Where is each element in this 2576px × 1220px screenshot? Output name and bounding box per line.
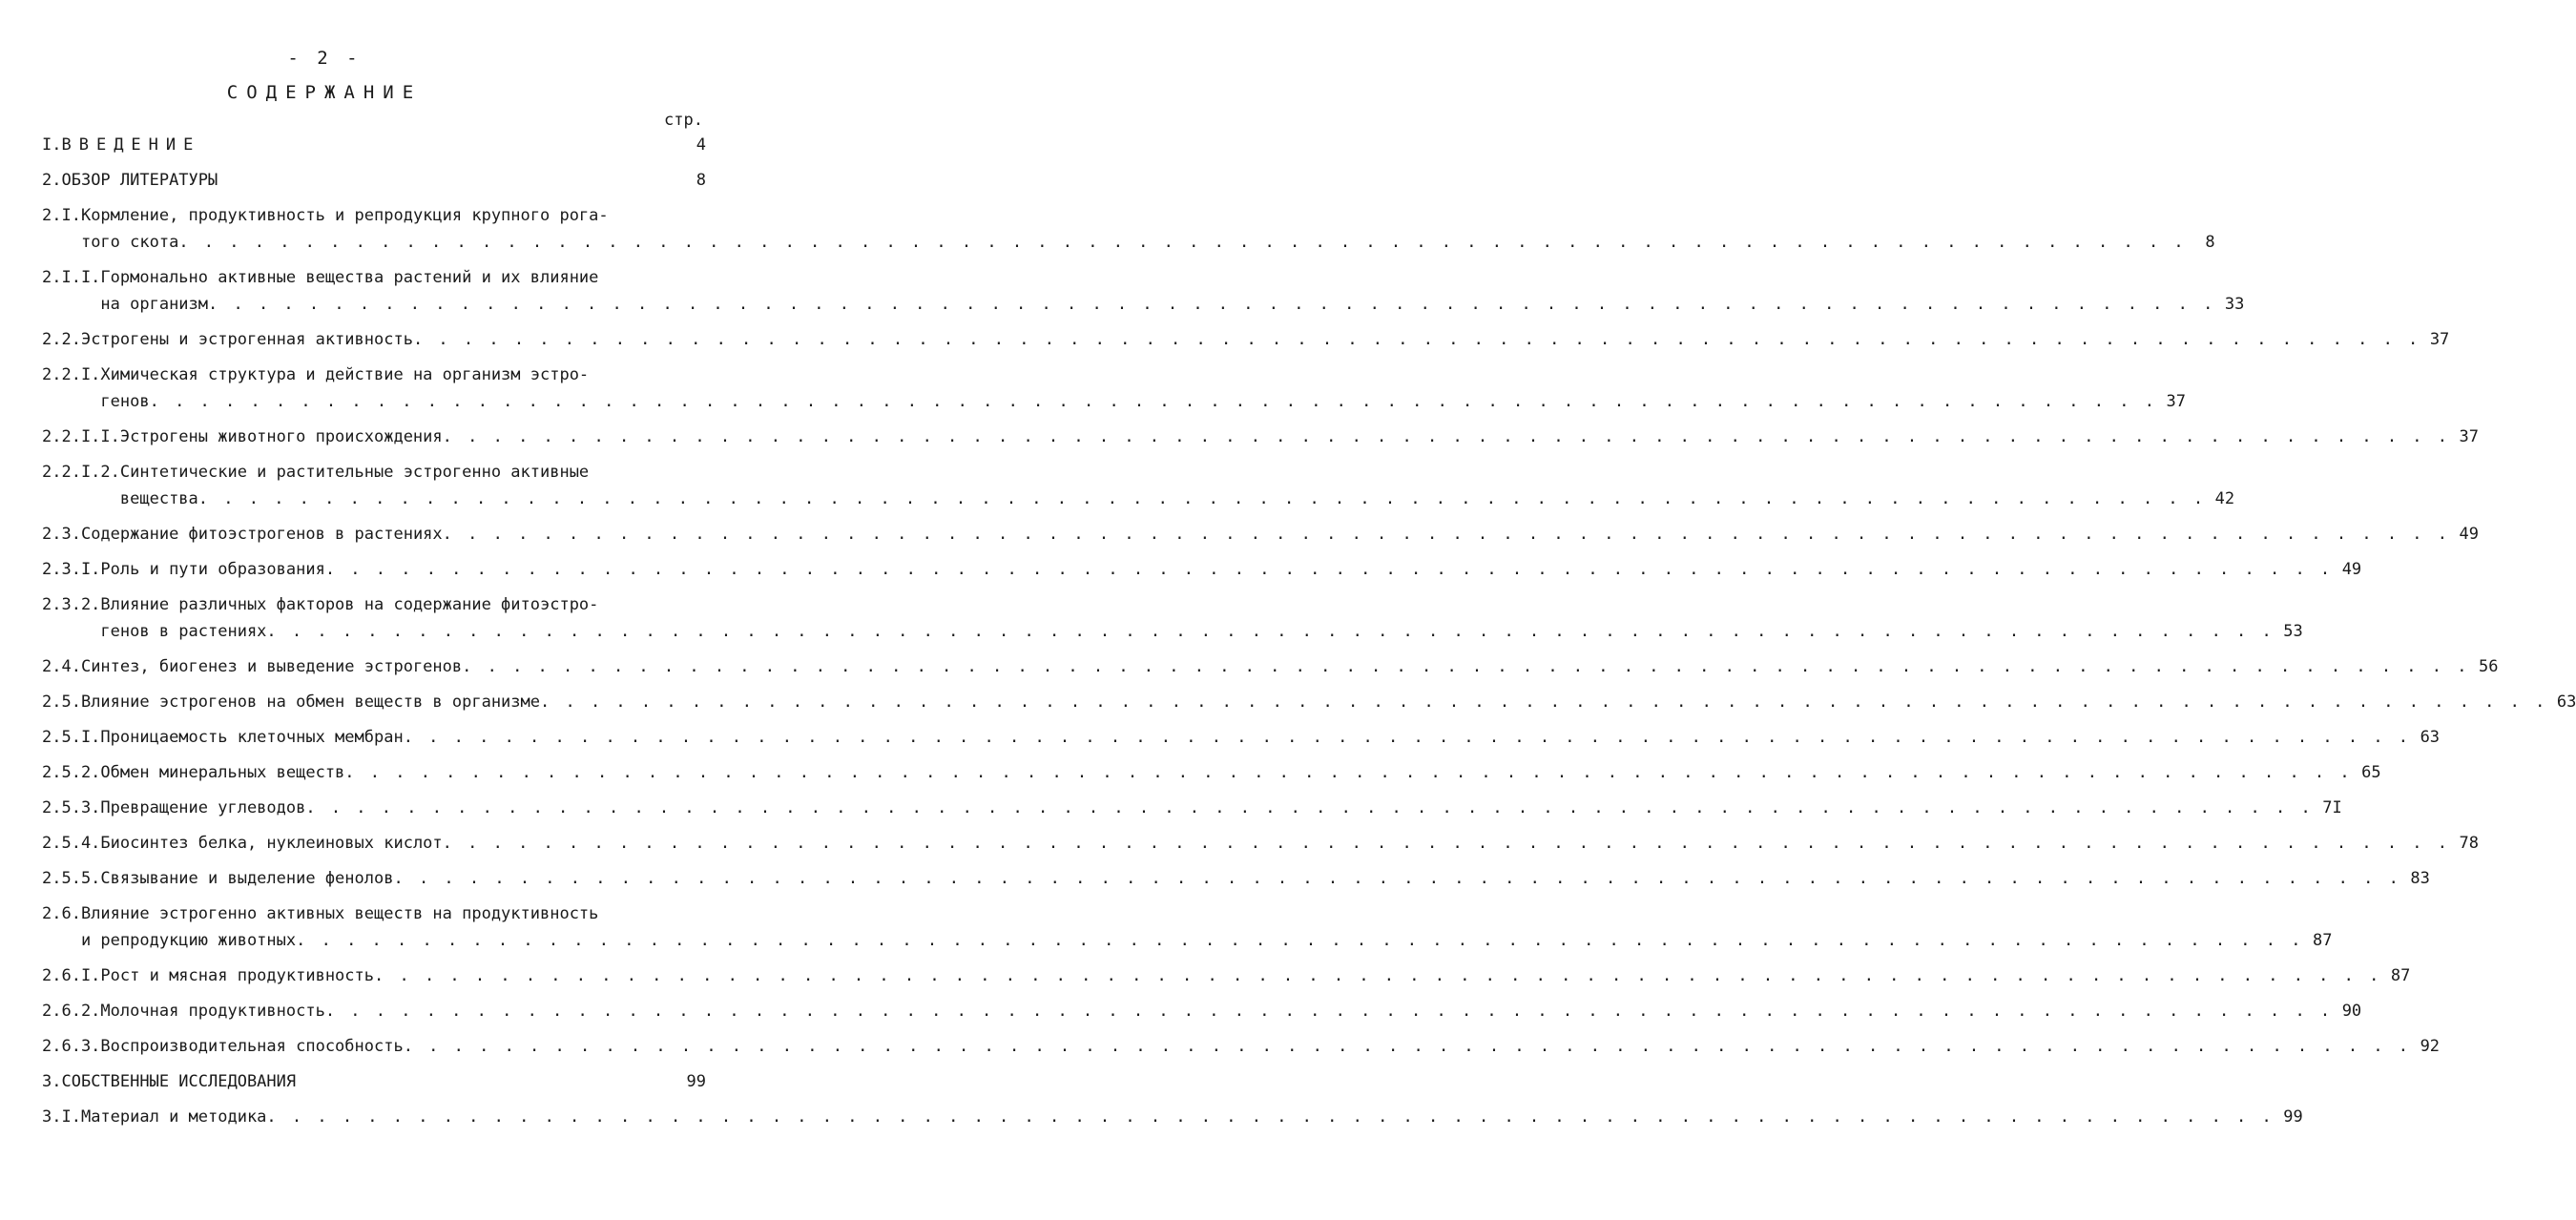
dot-leader: . . . . . . . . . . . . . . . . . . . . . . . . . . . . . . . . . . . . . . . . . . . . . . . . . . . . . . . . . . . . . . . . . . . . . . . . . . . . . . . . (344, 763, 2353, 782)
toc-entry-number: 2.3. (42, 525, 81, 544)
toc-entry-page: 99 (2283, 1107, 2303, 1127)
toc-entry-title: Эстрогены и эстрогенная активность (80, 330, 413, 349)
toc-entry-title: Биосинтез белка, нуклеиновых кислот (100, 834, 443, 853)
toc-entry-number: 3.I. (42, 1107, 81, 1127)
toc-entry-title: Воспроизводительная способность (100, 1037, 404, 1056)
dot-leader: . . . . . . . . . . . . . . . . . . . . . . . . . . . . . . . . . . . . . . . . . . . . . . . . . . . . . . . . . . . . . . . . . . . . . . . . . . . . . . . . (266, 1107, 2275, 1127)
toc-entry-number: 2.5.I. (42, 728, 101, 747)
toc-entry-title: Связывание и выделение фенолов (100, 869, 394, 888)
toc-entry (42, 1104, 2303, 1130)
toc-entry-page: 83 (2410, 869, 2430, 888)
toc-entry (42, 653, 2499, 680)
toc-entry (42, 459, 2235, 512)
dot-leader: . . . . . . . . . . . . . . . . . . . . . . . . . . . . . . . . . . . . . . . . . . . . . . . . . . . . . . . . . . . . . . . . . . . . . . . . . . . . . . . . (412, 330, 2421, 349)
toc-entry-title: Роль и пути образования (100, 560, 325, 579)
toc-entry (42, 998, 2362, 1024)
toc-entry-page: 90 (2341, 1002, 2362, 1021)
toc-entry-page: 87 (2312, 931, 2333, 950)
toc-entry-number: 2.2.I.I. (42, 427, 120, 446)
page-title: СОДЕРЖАНИЕ (226, 82, 423, 103)
toc-entry (42, 424, 2479, 450)
page-number: - 2 - (287, 48, 362, 69)
toc-entry-title: того скота (80, 233, 179, 252)
dot-leader: . . . . . . . . . . . . . . . . . . . . . . . . . . . . . . . . . . . . . . . . . . . . . . . . . . . . . . . . . . . . . . . . . . . . . . . . . . . . . . . . (403, 728, 2412, 747)
toc-entry (42, 362, 2186, 415)
toc-entry-number: 2.6.2. (42, 1002, 101, 1021)
dot-leader: . . . . . . . . . . . . . . . . . . . . . . . . . . . . . . . . . . . . . . . . . . . . . . . . . . . . . . . . . . . . . . . . . . . . . . . . . . . . . . . . (442, 834, 2450, 853)
toc-entry (42, 865, 2430, 892)
toc-entry-title: Обмен минеральных веществ (100, 763, 345, 782)
toc-entry-number: 2.I.I. (42, 268, 101, 287)
toc-entry-page: 92 (2420, 1037, 2441, 1056)
toc-entry (42, 689, 2576, 715)
toc-entry (42, 264, 2245, 318)
page-column-label: стр. (664, 111, 703, 130)
toc-entry-title: Молочная продуктивность (100, 1002, 325, 1021)
toc-entry-number: 2.5.3. (42, 798, 101, 817)
toc-entry-page: 33 (2224, 295, 2245, 314)
dot-leader: . . . . . . . . . . . . . . . . . . . . . . . . . . . . . . . . . . . . . . . . . . . . . . . . . . . . . . . . . . . . . . . . . . . . . . . . . . . . . . . . (305, 798, 2314, 817)
toc-entry-number: 2.5.4. (42, 834, 101, 853)
dot-leader: . . . . . . . . . . . . . . . . . . . . . . . . . . . . . . . . . . . . . . . . . . . . . . . . . . . . . . . . . . . . . . . . . . . . . . . . . . . . . . . . (374, 966, 2382, 985)
toc-entry-page: 42 (2214, 489, 2235, 508)
toc-entry-page: 65 (2361, 763, 2381, 782)
toc-entry-number: 3. (42, 1072, 62, 1091)
dot-leader: . . . . . . . . . . . . . . . . . . . . . . . . . . . . . . . . . . . . . . . . . . . . . . . . . . . . . . . . . . . . . . . . . . . . . . . . . . . . . . . . (208, 295, 2216, 314)
toc-entry (42, 962, 2411, 989)
toc-entry (42, 326, 2450, 353)
toc-entry (42, 556, 2362, 583)
toc-entry-title: Проницаемость клеточных мембран (100, 728, 404, 747)
toc-entry-page: 37 (2459, 427, 2479, 446)
toc-entry-number: 2.6. (42, 904, 81, 923)
dot-leader: . . . . . . . . . . . . . . . . . . . . . . . . . . . . . . . . . . . . . . . . . . . . . . . . . . . . . . . . . . . . . . . . . . . . . . . . . . . . . . . . (324, 1002, 2334, 1021)
toc-entry-number: 2.5.2. (42, 763, 101, 782)
toc-entry-number: 2.2.I. (42, 365, 101, 384)
dot-leader: . . . . . . . . . . . . . . . . . . . . . . . . . . . . . . . . . . . . . . . . . . . . . . . . . . . . . . . . . . . . . . . . . . . . . . . . . . . . . . . . (178, 233, 2187, 252)
toc-entry-title: генов в растениях (100, 622, 267, 641)
toc-entry (42, 795, 2342, 821)
toc-entry (42, 167, 706, 194)
toc-entry-title: Рост и мясная продуктивность (100, 966, 374, 985)
toc-entry-title: генов (100, 392, 150, 411)
table-of-contents (42, 132, 2576, 1139)
toc-entry-number: 2.4. (42, 657, 81, 676)
toc-entry-page: 8 (696, 171, 706, 190)
toc-entry (42, 759, 2381, 786)
dot-leader: . . . . . . . . . . . . . . . . . . . . . . . . . . . . . . . . . . . . . . . . . . . . . . . . . . . . . . . . . . . . . . . . . . . . . . . . . . . . . . . . (266, 622, 2275, 641)
toc-entry-title: Влияние эстрогенов на обмен веществ в организме (80, 693, 540, 712)
toc-entry-number: I. (42, 135, 62, 155)
toc-entry (42, 1068, 706, 1095)
dot-leader: . . . . . . . . . . . . . . . . . . . . . . . . . . . . . . . . . . . . . . . . . . . . . . . . . . . . . . . . . . . . . . . . . . . . . . . . . . . . . . . . (197, 489, 2207, 508)
toc-entry (42, 132, 706, 158)
toc-entry-number: 2. (42, 171, 62, 190)
toc-entry-page: 53 (2283, 622, 2303, 641)
dot-leader: . . . . . . . . . . . . . . . . . . . . . . . . . . . . . . . . . . . . . . . . . . . . . . . . . . . . . . . . . . . . . . . . . . . . . . . . . . . . . . . . (149, 392, 2157, 411)
toc-entry-title: Синтетические и растительные эстрогенно активные (119, 463, 590, 482)
toc-entry-page: 37 (2429, 330, 2450, 349)
toc-entry-page: 49 (2341, 560, 2362, 579)
toc-entry-number: 2.3.2. (42, 595, 101, 614)
toc-entry-page: 63 (2556, 693, 2576, 712)
toc-entry (42, 521, 2479, 548)
dot-leader: . . . . . . . . . . . . . . . . . . . . . . . . . . . . . . . . . . . . . . . . . . . . . . . . . . . . . . . . . . . . . . . . . . . . . . . . . . . . . . . . (393, 869, 2401, 888)
toc-entry-title: Влияние различных факторов на содержание фитоэстро- (100, 595, 599, 614)
toc-entry-title: ВВЕДЕНИЕ (61, 135, 201, 155)
toc-entry-page: 7I (2322, 798, 2342, 817)
toc-entry-number: 2.3.I. (42, 560, 101, 579)
toc-entry-page: 87 (2390, 966, 2411, 985)
toc-entry-title: и репродукцию животных (80, 931, 297, 950)
dot-leader: . . . . . . . . . . . . . . . . . . . . . . . . . . . . . . . . . . . . . . . . . . . . . . . . . . . . . . . . . . . . . . . . . . . . . . . . . . . . . . . . (324, 560, 2334, 579)
toc-entry (42, 900, 2333, 954)
toc-entry-title: Кормление, продуктивность и репродукция крупного рога- (80, 206, 609, 225)
dot-leader: . . . . . . . . . . . . . . . . . . . . . . . . . . . . . . . . . . . . . . . . . . . . . . . . . . . . . . . . . . . . . . . . . . . . . . . . . . . . . . . . (442, 427, 2450, 446)
toc-entry-title: на организм (100, 295, 209, 314)
dot-leader: . . . . . . . . . . . . . . . . . . . . . . . . . . . . . . . . . . . . . . . . . . . . . . . . . . . . . . . . . . . . . . . . . . . . . . . . . . . . . . . . (442, 525, 2450, 544)
toc-entry-number: 2.2. (42, 330, 81, 349)
toc-entry (42, 724, 2441, 751)
dot-leader: . . . . . . . . . . . . . . . . . . . . . . . . . . . . . . . . . . . . . . . . . . . . . . . . . . . . . . . . . . . . . . . . . . . . . . . . . . . . . . . . (403, 1037, 2412, 1056)
toc-entry-title: Содержание фитоэстрогенов в растениях (80, 525, 443, 544)
toc-entry-title: Эстрогены животного происхождения (119, 427, 443, 446)
toc-entry-page: 49 (2459, 525, 2479, 544)
toc-entry-title: Синтез, биогенез и выведение эстрогенов (80, 657, 463, 676)
toc-entry (42, 830, 2479, 857)
toc-entry-title: Материал и методика (80, 1107, 267, 1127)
toc-entry-title: Превращение углеводов (100, 798, 306, 817)
toc-entry (42, 202, 2215, 256)
dot-leader: . . . . . . . . . . . . . . . . . . . . . . . . . . . . . . . . . . . . . . . . . . . . . . . . . . . . . . . . . . . . . . . . . . . . . . . . . . . . . . . . (462, 657, 2470, 676)
toc-entry-title: вещества (119, 489, 198, 508)
toc-entry-page: 56 (2478, 657, 2499, 676)
toc-entry-number: 2.5.5. (42, 869, 101, 888)
toc-entry-page: 37 (2166, 392, 2186, 411)
toc-entry-number: 2.I. (42, 206, 81, 225)
toc-entry-title: ОБЗОР ЛИТЕРАТУРЫ (61, 171, 218, 190)
toc-entry-number: 2.6.3. (42, 1037, 101, 1056)
toc-entry-title: Гормонально активные вещества растений и их влияние (100, 268, 599, 287)
toc-entry-page: 8 (2205, 233, 2215, 252)
dot-leader: . . . . . . . . . . . . . . . . . . . . . . . . . . . . . . . . . . . . . . . . . . . . . . . . . . . . . . . . . . . . . . . . . . . . . . . . . . . . . . . . (540, 693, 2548, 712)
dot-leader: . . . . . . . . . . . . . . . . . . . . . . . . . . . . . . . . . . . . . . . . . . . . . . . . . . . . . . . . . . . . . . . . . . . . . . . . . . . . . . . . (296, 931, 2304, 950)
toc-entry-title: Химическая структура и действие на организм эстро- (100, 365, 590, 384)
toc-entry (42, 1033, 2441, 1060)
toc-entry-number: 2.5. (42, 693, 81, 712)
toc-entry (42, 591, 2303, 645)
toc-entry-title: Влияние эстрогенно активных веществ на продуктивность (80, 904, 599, 923)
toc-entry-title: СОБСТВЕННЫЕ ИССЛЕДОВАНИЯ (61, 1072, 297, 1091)
toc-entry-number: 2.6.I. (42, 966, 101, 985)
toc-entry-number: 2.2.I.2. (42, 463, 120, 482)
toc-entry-page: 99 (686, 1072, 706, 1091)
toc-entry-page: 63 (2420, 728, 2441, 747)
toc-entry-page: 78 (2459, 834, 2479, 853)
toc-entry-page: 4 (696, 135, 706, 155)
